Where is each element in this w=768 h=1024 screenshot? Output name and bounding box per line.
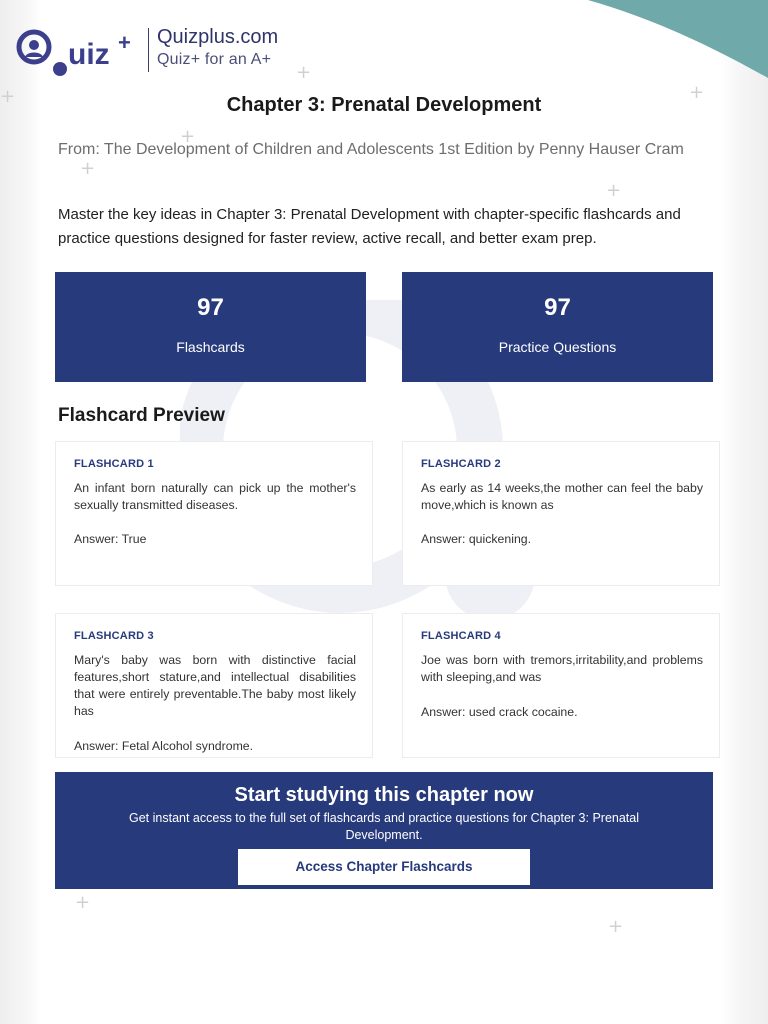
cta-description: Get instant access to the full set of flashcards and practice questions for Chapter 3: Prenatal Development. <box>129 811 639 842</box>
site-name[interactable]: Quizplus.com <box>157 26 279 48</box>
flashcards-label: Flashcards <box>176 339 245 355</box>
flashcard-title: FLASHCARD 2 <box>421 458 501 470</box>
plus-decoration-icon: + <box>80 158 96 179</box>
site-header <box>14 24 314 83</box>
page-side-shade-right <box>720 0 768 1024</box>
flashcards-count-box[interactable] <box>55 272 366 382</box>
svg-text:uiz: uiz <box>68 38 110 71</box>
brand-divider <box>148 28 149 72</box>
flashcard-question: As early as 14 weeks,the mother can feel the baby move,which is known as <box>421 481 703 512</box>
plus-decoration-icon: + <box>0 86 16 107</box>
flashcard-question: An infant born naturally can pick up the mother's sexually transmitted diseases. <box>74 481 356 512</box>
flashcard-question: Joe was born with tremors,irritability,and problems with sleeping,and was <box>421 653 703 684</box>
flashcard-4[interactable] <box>402 613 720 758</box>
page-side-shade-left <box>0 0 42 1024</box>
flashcard-title: FLASHCARD 1 <box>74 458 154 470</box>
flashcard-answer: Answer: quickening. <box>421 532 532 546</box>
flashcard-title: FLASHCARD 3 <box>74 630 154 642</box>
plus-decoration-icon: + <box>75 892 91 913</box>
cta-heading: Start studying this chapter now <box>234 784 534 806</box>
access-chapter-flashcards-button[interactable]: Access Chapter Flashcards <box>238 849 530 885</box>
start-studying-banner <box>55 772 713 889</box>
practice-questions-count: 97 <box>544 294 571 321</box>
flashcard-1[interactable] <box>55 441 373 586</box>
plus-decoration-icon: + <box>689 82 705 103</box>
site-tagline: Quiz+ for an A+ <box>157 51 272 68</box>
page-title: Chapter 3: Prenatal Development <box>226 94 542 116</box>
flashcard-3[interactable] <box>55 613 373 758</box>
flashcard-question: Mary's baby was born with distinctive facial features,short stature,and intellectual disabilities that were entirely preventable.The baby most likely has <box>74 653 356 718</box>
practice-questions-count-box[interactable] <box>402 272 713 382</box>
flashcard-2[interactable] <box>402 441 720 586</box>
flashcard-preview-heading: Flashcard Preview <box>58 405 225 426</box>
flashcards-count: 97 <box>197 294 224 321</box>
practice-questions-label: Practice Questions <box>498 339 617 355</box>
flashcard-answer: Answer: used crack cocaine. <box>421 705 578 719</box>
plus-decoration-icon: + <box>606 180 622 201</box>
flashcard-answer: Answer: True <box>74 532 147 546</box>
source-line: From: The Development of Children and Adolescents 1st Edition by Penny Hauser Cram <box>58 141 684 158</box>
intro-text: Master the key ideas in Chapter 3: Prenatal Development with chapter-specific flashcards and practice questions designed for faster review, active recall, and better exam prep. <box>58 206 681 247</box>
flashcard-answer: Answer: Fetal Alcohol syndrome. <box>74 739 254 753</box>
svg-text:+: + <box>118 30 131 55</box>
plus-decoration-icon: + <box>296 62 312 83</box>
corner-wave-decoration <box>568 0 768 80</box>
flashcard-title: FLASHCARD 4 <box>421 630 501 642</box>
plus-decoration-icon: + <box>608 916 624 937</box>
quizplus-logo-icon[interactable] <box>14 24 144 76</box>
plus-decoration-icon: + <box>180 126 196 147</box>
